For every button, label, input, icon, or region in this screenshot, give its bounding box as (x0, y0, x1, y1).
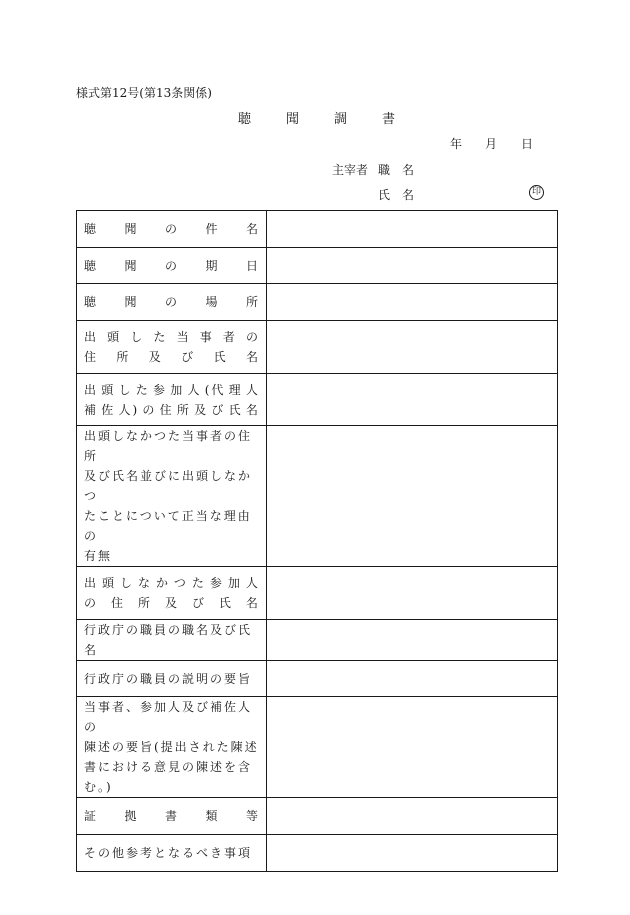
row-label (77, 567, 267, 620)
row-label-char: 参 (209, 576, 224, 590)
row-label-char: び (181, 350, 196, 364)
row-label-char: た (191, 576, 206, 590)
row-label (77, 798, 267, 835)
row-label-line: む。) (84, 780, 113, 794)
row-label-line: その他参考となるべき事項 (84, 846, 253, 860)
row-label-char: の (164, 258, 179, 273)
row-value-field[interactable] (267, 567, 558, 620)
row-label-line (84, 292, 260, 312)
row-label-char: 所 (137, 596, 152, 610)
row-label-line: たことについて正当な理由の (84, 509, 252, 543)
row-label-char: 等 (245, 809, 260, 823)
seal-mark: 印 (529, 185, 544, 200)
row-label-line: 陳述の要旨(提出された陳述 (84, 740, 259, 754)
row-label (77, 248, 267, 284)
row-label-char: 出 (84, 576, 99, 590)
row-label-line (84, 593, 260, 613)
name-label-char: 名 (402, 188, 415, 202)
row-label-char: 住 (159, 402, 174, 417)
table-row (77, 211, 558, 248)
row-label (77, 284, 267, 321)
row-value-field[interactable] (267, 697, 558, 798)
row-label-char: 所 (245, 295, 260, 309)
row-label-line: 行政庁の職員の説明の要旨 (84, 671, 253, 686)
hearing-record-table (76, 210, 558, 872)
title-char: 調 (334, 112, 348, 127)
row-value-field[interactable] (267, 661, 558, 697)
row-label-line: 及び氏名並びに出頭しなかつ (84, 469, 253, 503)
row-label-char: 及 (194, 402, 209, 417)
row-label-char: 者 (222, 330, 237, 344)
row-label-char: 頭 (101, 382, 116, 397)
row-label-char: 証 (84, 809, 99, 823)
row-label-char: 聴 (84, 258, 99, 273)
row-label-char: の (142, 402, 157, 417)
position-label-char: 職 (378, 163, 391, 177)
row-label-char: (代 (204, 382, 226, 397)
table-row (77, 374, 558, 426)
row-label-char: 名 (245, 402, 260, 417)
row-label-char: 補 (84, 402, 99, 417)
row-label-char: た (135, 382, 150, 397)
row-label-char: し (118, 382, 133, 397)
row-label-char: 加 (227, 576, 242, 590)
row-label-char: 当 (176, 330, 191, 344)
table-row (77, 661, 558, 697)
row-label-char: た (153, 330, 168, 344)
table-row (77, 284, 558, 321)
row-label-char: 日 (245, 258, 260, 273)
name-label-char: 氏 (378, 188, 391, 202)
row-label-char: 理 (228, 382, 243, 397)
row-label-char: 住 (110, 596, 125, 610)
row-label (77, 661, 267, 697)
row-label-char: な (137, 576, 152, 590)
row-label-char: 聴 (84, 222, 99, 236)
row-label-line: 出頭しなかつた当事者の住所 (84, 429, 253, 463)
row-label-char: 出 (84, 330, 99, 344)
row-label-char: 頭 (101, 576, 116, 590)
row-label-char: 及 (164, 596, 179, 610)
row-label (77, 211, 267, 248)
title-char: 聞 (286, 112, 300, 127)
row-value-field[interactable] (267, 248, 558, 284)
row-label-char: 期 (205, 258, 220, 273)
row-value-field[interactable] (267, 211, 558, 248)
title-char: 聴 (238, 112, 252, 127)
row-label-char: の (164, 222, 179, 236)
row-label-line (84, 806, 260, 826)
row-label-char: 頭 (107, 330, 122, 344)
row-label-char: 氏 (228, 402, 243, 417)
table-row (77, 697, 558, 798)
date-month-label: 月 (485, 137, 498, 151)
row-label-char: か (155, 576, 170, 590)
presider-label: 主宰者 (332, 163, 369, 177)
row-label-char: の (164, 295, 179, 309)
table-row (77, 426, 558, 567)
row-label-char: 名 (245, 596, 260, 610)
row-label-line (84, 219, 260, 239)
row-label-line: 有無 (84, 549, 113, 563)
row-label-char: 人 (187, 382, 202, 397)
row-label (77, 426, 267, 567)
row-label-char: 聴 (84, 295, 99, 309)
table-row (77, 620, 558, 661)
row-label-char: 場 (205, 295, 220, 309)
row-label-char: 人) (118, 402, 140, 417)
row-label-char: 氏 (213, 350, 228, 364)
row-label-char: の (245, 330, 260, 344)
row-label-char: 書 (164, 809, 179, 823)
row-label-char: び (191, 596, 206, 610)
row-label (77, 697, 267, 798)
row-label-line (84, 380, 260, 400)
row-label (77, 374, 267, 426)
row-label-char: 人 (245, 576, 260, 590)
row-value-field[interactable] (267, 321, 558, 374)
row-label-line (84, 256, 260, 276)
row-value-field[interactable] (267, 374, 558, 426)
row-label-char: 名 (245, 350, 260, 364)
row-label-line (84, 573, 260, 593)
row-value-field[interactable] (267, 284, 558, 321)
row-label-char: 類 (205, 809, 220, 823)
row-label-char: 佐 (101, 402, 116, 417)
row-label-line (84, 400, 260, 420)
table-row (77, 798, 558, 835)
date-day-label: 日 (521, 137, 534, 151)
table-row (77, 567, 558, 620)
row-label-char: 件 (205, 222, 220, 236)
row-label-line (84, 347, 260, 367)
row-label-line: 当事者、参加人及び補佐人の (84, 700, 253, 734)
row-label-char: 聞 (124, 258, 139, 273)
row-value-field[interactable] (267, 798, 558, 835)
row-label-char: し (130, 330, 145, 344)
row-label-char: 事 (199, 330, 214, 344)
row-label-line (84, 327, 260, 347)
row-label-char: 所 (116, 350, 131, 364)
row-label-char: 聞 (124, 222, 139, 236)
table-row (77, 248, 558, 284)
row-label-char: 加 (170, 382, 185, 397)
row-value-field[interactable] (267, 620, 558, 661)
row-label-char: 参 (153, 382, 168, 397)
row-label-char: 拠 (124, 809, 139, 823)
row-label-char: つ (173, 576, 188, 590)
row-label (77, 620, 267, 661)
row-value-field[interactable] (267, 835, 558, 872)
row-label-line: 行政庁の職員の職名及び氏名 (84, 623, 253, 657)
table-row (77, 835, 558, 872)
row-label (77, 321, 267, 374)
row-label-char: 住 (84, 350, 99, 364)
row-value-field[interactable] (267, 426, 558, 567)
row-label-char: し (119, 576, 134, 590)
row-label-line: 書における意見の陳述を含 (84, 760, 253, 774)
row-label-char: 及 (148, 350, 163, 364)
row-label (77, 835, 267, 872)
row-label-char: 名 (245, 222, 260, 236)
row-label-char: び (211, 402, 226, 417)
row-label-char: の (84, 596, 99, 610)
row-label-char: 聞 (124, 295, 139, 309)
table-row (77, 321, 558, 374)
row-label-char: 出 (84, 382, 99, 397)
row-label-char: 所 (176, 402, 191, 417)
form-number: 様式第12号(第13条関係) (76, 86, 212, 100)
title-char: 書 (382, 112, 396, 127)
date-year-label: 年 (450, 137, 463, 151)
position-label-char: 名 (402, 163, 415, 177)
row-label-char: 人 (245, 382, 260, 397)
row-label-char: 氏 (218, 596, 233, 610)
